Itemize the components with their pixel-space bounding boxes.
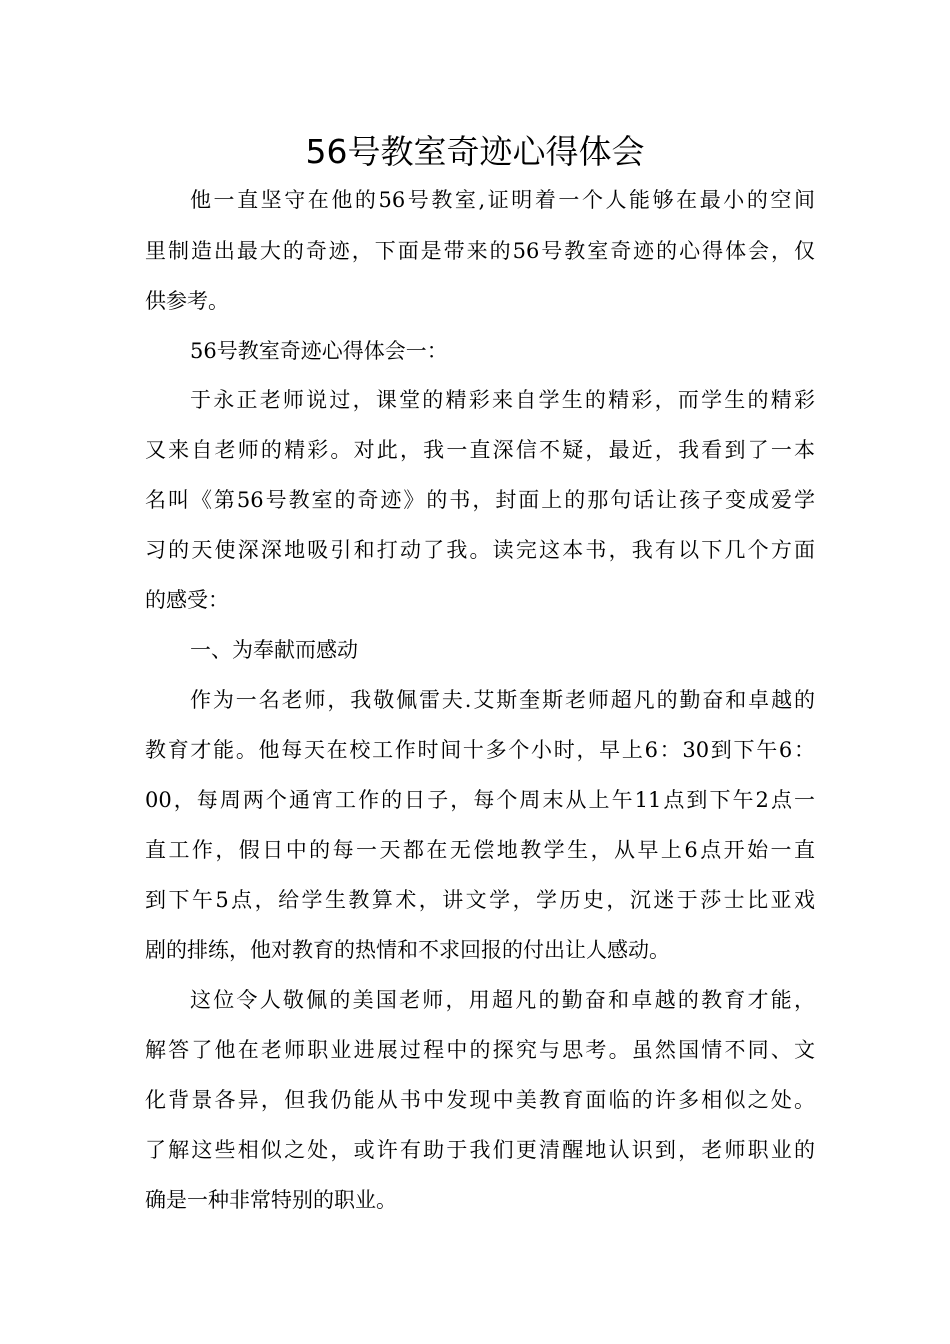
paragraph-line: 解答了他在老师职业进展过程中的探究与思考。虽然国情不同、文	[145, 1038, 815, 1062]
paragraph-line: 的感受：	[145, 588, 229, 612]
paragraph-line: 供参考。	[145, 289, 229, 313]
paragraph-line: 确是一种非常特别的职业。	[145, 1188, 397, 1212]
paragraph-line: 于永正老师说过，课堂的精彩来自学生的精彩，而学生的精彩	[190, 388, 815, 412]
paragraph-line: 又来自老师的精彩。对此，我一直深信不疑，最近，我看到了一本	[145, 438, 815, 462]
paragraph-line: 剧的排练，他对教育的热情和不求回报的付出让人感动。	[145, 938, 670, 962]
paragraph-line: 直工作，假日中的每一天都在无偿地教学生，从早上6点开始一直	[145, 838, 815, 862]
paragraph-line: 教育才能。他每天在校工作时间十多个小时，早上6：30到下午6：	[145, 738, 815, 762]
paragraph-line: 习的天使深深地吸引和打动了我。读完这本书，我有以下几个方面	[145, 538, 815, 562]
page-title: 56号教室奇迹心得体会	[305, 132, 645, 171]
paragraph-line: 名叫《第56号教室的奇迹》的书，封面上的那句话让孩子变成爱学	[145, 488, 815, 512]
section-heading: 56号教室奇迹心得体会一：	[190, 339, 448, 363]
paragraph-line: 作为一名老师，我敬佩雷夫.艾斯奎斯老师超凡的勤奋和卓越的	[190, 688, 815, 712]
paragraph-line: 00，每周两个通宵工作的日子，每个周末从上午11点到下午2点一	[145, 788, 815, 812]
paragraph-line: 化背景各异，但我仍能从书中发现中美教育面临的许多相似之处。	[145, 1088, 815, 1112]
paragraph-line: 这位令人敬佩的美国老师，用超凡的勤奋和卓越的教育才能，	[190, 988, 815, 1012]
paragraph-line: 到下午5点，给学生教算术，讲文学，学历史，沉迷于莎士比亚戏	[145, 888, 815, 912]
paragraph-line: 他一直坚守在他的56号教室,证明着一个人能够在最小的空间	[190, 188, 815, 212]
subsection-heading: 一、为奉献而感动	[190, 638, 358, 662]
paragraph-line: 了解这些相似之处，或许有助于我们更清醒地认识到，老师职业的	[145, 1138, 815, 1162]
paragraph-line: 里制造出最大的奇迹，下面是带来的56号教室奇迹的心得体会，仅	[145, 239, 815, 263]
